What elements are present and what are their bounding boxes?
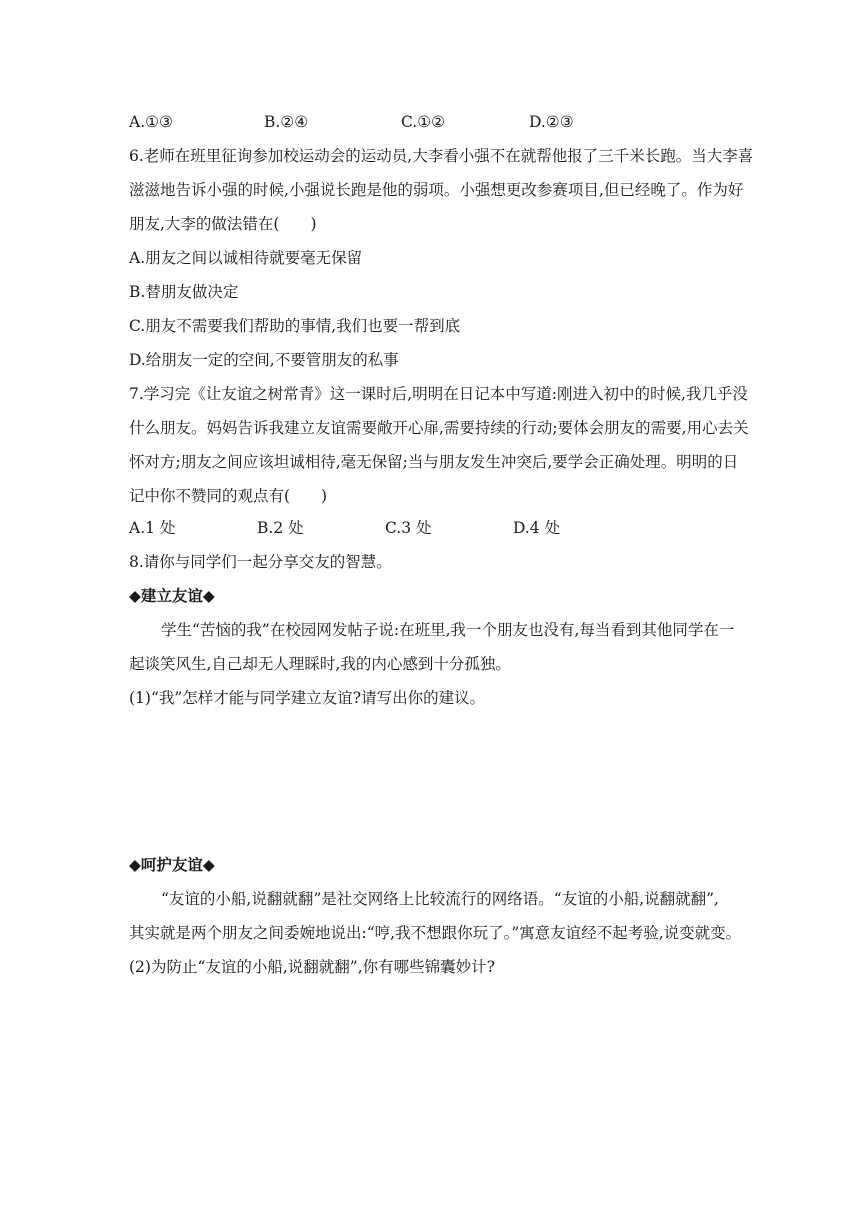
section2-paragraph-line-2: 其实就是两个朋友之间委婉地说出:“哼,我不想跟你玩了。”寓意友谊经不起考验,说变就变。 <box>129 924 742 942</box>
q7-option-c: C.3 处 <box>385 519 432 537</box>
q7-option-d: D.4 处 <box>513 519 561 537</box>
section1-paragraph-line-1: 学生“苦恼的我”在校园网发帖子说:在班里,我一个朋友也没有,每当看到其他同学在一 <box>161 621 735 639</box>
q6-stem-line-1: 6.老师在班里征询参加校运动会的运动员,大李看小强不在就帮他报了三千米长跑。当大李喜 <box>129 147 754 165</box>
section2-paragraph-line-1: “友谊的小船,说翻就翻”是社交网络上比较流行的网络语。“友谊的小船,说翻就翻”, <box>161 890 719 908</box>
q7-stem-line-1: 7.学习完《让友谊之树常青》这一课时后,明明在日记本中写道:刚进入初中的时候,我几乎没 <box>129 385 748 403</box>
q7-stem-line-4: 记中你不赞同的观点有( ) <box>129 487 328 505</box>
q6-stem-line-2: 滋滋地告诉小强的时候,小强说长跑是他的弱项。小强想更改参赛项目,但已经晚了。作为好 <box>129 181 744 199</box>
question-1: (1)“我”怎样才能与同学建立友谊?请写出你的建议。 <box>129 689 486 707</box>
q7-option-b: B.2 处 <box>257 519 304 537</box>
q5-option-b: B.②④ <box>264 113 309 131</box>
q6-stem-line-3: 朋友,大李的做法错在( ) <box>129 215 317 233</box>
q6-option-a: A.朋友之间以诚相待就要毫无保留 <box>129 249 363 267</box>
q5-option-d: D.②③ <box>529 113 574 131</box>
q6-option-c: C.朋友不需要我们帮助的事情,我们也要一帮到底 <box>129 317 461 335</box>
q6-option-d: D.给朋友一定的空间,不要管朋友的私事 <box>129 351 399 369</box>
q8-stem: 8.请你与同学们一起分享交友的智慧。 <box>129 553 392 571</box>
q7-stem-line-2: 什么朋友。妈妈告诉我建立友谊需要敞开心扉,需要持续的行动;要体会朋友的需要,用心去关 <box>129 419 749 437</box>
q5-option-c: C.①② <box>401 113 446 131</box>
q7-option-a: A.1 处 <box>129 519 176 537</box>
section1-paragraph-line-2: 起谈笑风生,自己却无人理睬时,我的内心感到十分孤独。 <box>129 655 511 673</box>
question-2: (2)为防止“友谊的小船,说翻就翻”,你有哪些锦囊妙计? <box>129 958 495 976</box>
q5-option-a: A.①③ <box>129 113 173 131</box>
section-heading-protect-friendship: ◆呵护友谊◆ <box>129 856 215 874</box>
q7-stem-line-3: 怀对方;朋友之间应该坦诚相待,毫无保留;当与朋友发生冲突后,要学会正确处理。明明的日 <box>129 453 739 471</box>
section-heading-build-friendship: ◆建立友谊◆ <box>129 587 215 605</box>
q6-option-b: B.替朋友做决定 <box>129 283 239 301</box>
